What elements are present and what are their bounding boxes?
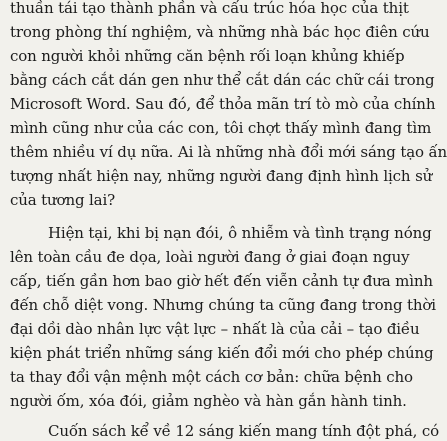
text-line: lên toàn cầu đe dọa, loài người đang ở giai đoạn nguy (10, 248, 410, 266)
text-line: kiện phát triển những sáng kiến đổi mới cho phép chúng (10, 344, 434, 362)
text-line: trong phòng thí nghiệm, và những nhà bác học điên cứu (10, 23, 430, 41)
text-line: bằng cách cắt dán gen như thể cắt dán các chữ cái trong (10, 71, 435, 89)
text-line: Microsoft Word. Sau đó, để thỏa mãn trí tò mò của chính (10, 95, 436, 113)
text-line: Cuốn sách kể về 12 sáng kiến mang tính đột phá, có (48, 422, 440, 440)
text-line: thuần tái tạo thành phần và cấu trúc hóa học của thịt (10, 0, 409, 17)
text-line: người ốm, xóa đói, giảm nghèo và hàn gắn hành tinh. (10, 392, 407, 410)
text-line: đại dồi dào nhân lực vật lực – nhất là của cải – tạo điều (10, 320, 420, 338)
text-line: ta thay đổi vận mệnh một cách cơ bản: chữa bệnh cho (10, 368, 413, 386)
text-line: đến chỗ diệt vong. Nhưng chúng ta cũng đang trong thời (10, 296, 436, 314)
text-line: con người khỏi những căn bệnh rối loạn khủng khiếp (10, 47, 405, 65)
text-line: của tương lai? (10, 191, 116, 209)
text-line: mình cũng như của các con, tôi chợt thấy mình đang tìm (10, 119, 432, 137)
text-line: Hiện tại, khi bị nạn đói, ô nhiễm và tình trạng nóng (48, 224, 432, 242)
text-line: thêm nhiều ví dụ nữa. Ai là những nhà đổi mới sáng tạo ấn (10, 143, 447, 161)
text-line: cấp, tiến gần hơn bao giờ hết đến viễn cảnh tự đưa mình (10, 272, 433, 290)
text-line: tượng nhất hiện nay, những người đang định hình lịch sử (10, 167, 433, 185)
